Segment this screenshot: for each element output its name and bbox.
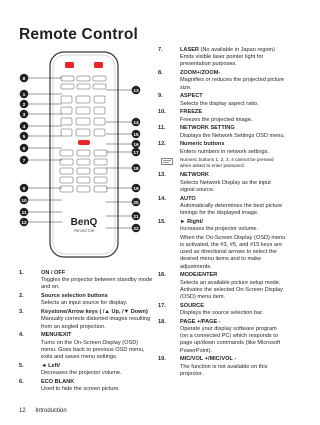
- item-number: 4.: [19, 332, 24, 339]
- page-title: Remote Control: [19, 26, 139, 43]
- remote-control-svg: [18, 50, 148, 260]
- callout-number: 22: [133, 226, 139, 232]
- item-number: 10.: [158, 109, 166, 116]
- item-description: Used to hide the screen picture.: [41, 386, 120, 393]
- list-item: [158, 196, 286, 218]
- item-description: Freezes the projected image.: [180, 116, 253, 123]
- callout-number: 14: [133, 120, 139, 126]
- note-block: [158, 157, 286, 169]
- item-description: Displays the source selection bar.: [180, 310, 264, 317]
- item-title: Numeric buttons: [180, 141, 225, 148]
- callout-number: 2: [22, 102, 26, 108]
- item-description: Selects an input source for display.: [41, 300, 128, 307]
- note-icon: [161, 158, 173, 165]
- callout-number: 7: [22, 158, 26, 164]
- item-number: 17.: [158, 302, 166, 309]
- list-item: [158, 272, 286, 301]
- list-item: [158, 109, 286, 123]
- callout-number: 18: [133, 166, 139, 172]
- item-number: 11.: [158, 125, 166, 132]
- item-number: 1.: [19, 270, 24, 276]
- item-description: Selects an available picture setup mode. Activates the selected On-Screen Display (OSD) menu item.: [180, 279, 283, 301]
- off-button-shape: [94, 62, 103, 68]
- right-function-list: [158, 47, 286, 380]
- item-description: When the On-Screen Display (OSD) menu is activated, the #3, #5, and #15 keys are used as directional arrows to select the desired menu items and to make adjustments.: [180, 234, 286, 270]
- callout-number: 1: [22, 92, 26, 98]
- item-title: MENU/EXIT: [41, 332, 72, 339]
- callout-number: 4: [22, 124, 26, 130]
- item-description: Selects the display aspect ratio.: [180, 100, 259, 107]
- list-item: [158, 93, 286, 107]
- item-title: MIC/VOL +/MIC/VOL -: [180, 356, 237, 363]
- item-number: 3.: [19, 309, 24, 316]
- left-function-list: [19, 270, 153, 395]
- list-item: [19, 379, 153, 393]
- item-title: NETWORK SETTING: [180, 125, 235, 132]
- item-title: SOURCE: [180, 302, 204, 309]
- list-item: [158, 70, 286, 92]
- item-title: NETWORK: [180, 172, 209, 179]
- item-title: ZOOM+/ZOOM-: [180, 70, 221, 77]
- callout-number: 10: [21, 198, 27, 204]
- item-title: ON / OFF: [41, 270, 66, 276]
- item-title: MODE/ENTER: [180, 272, 218, 279]
- list-item: [158, 235, 286, 271]
- item-description: Automatically determines the best picture timings for the displayed image.: [180, 202, 283, 217]
- list-item: [158, 319, 286, 355]
- item-title: FREEZE: [180, 109, 203, 116]
- item-number: 18.: [158, 318, 166, 325]
- item-title: PAGE +/PAGE -: [180, 318, 221, 325]
- callout-number: 15: [133, 132, 139, 138]
- item-title: ECO BLANK: [41, 378, 75, 385]
- list-item: [19, 363, 153, 377]
- on-button-shape: [65, 62, 74, 68]
- callout-number: 20: [133, 200, 139, 206]
- item-number: 6.: [19, 378, 24, 385]
- item-title-suffix: (No available in Japan region): [198, 47, 275, 53]
- callout-number: 13: [133, 88, 139, 94]
- item-description: Magnifies or reduces the projected picture size.: [180, 77, 285, 91]
- page-footer: [19, 408, 67, 414]
- list-item: [158, 303, 286, 317]
- item-description: Emits visible laser pointer light for presentation purposes.: [180, 54, 264, 68]
- item-description: Turns on the On-Screen Display (OSD) menu. Goes back to previous OSD menu, exits and saves menu settings.: [41, 339, 145, 361]
- list-item: [158, 172, 286, 194]
- item-description: The function is not available on this projector.: [180, 363, 268, 377]
- item-title: AUTO: [180, 195, 196, 202]
- item-number: 7.: [158, 47, 163, 53]
- item-number: 9.: [158, 93, 163, 100]
- callout-number: 21: [133, 214, 139, 220]
- item-number: 14.: [158, 195, 166, 202]
- item-description: Enters numbers in network settings.: [180, 148, 269, 155]
- remote-control-illustration: [18, 50, 148, 260]
- list-item: [158, 356, 286, 378]
- item-number: 2.: [19, 293, 24, 300]
- item-number: 16.: [158, 272, 166, 279]
- item-description: Displays the Network Settings OSD menu.: [180, 132, 286, 139]
- list-item: [19, 309, 153, 331]
- item-number: 12.: [158, 141, 166, 148]
- callout-number: 6: [22, 146, 26, 152]
- item-number: 15.: [158, 218, 166, 225]
- item-description: Selects Network Display as the input signal source.: [180, 179, 271, 193]
- brand-logo: BenQ: [70, 217, 98, 228]
- list-item: [19, 270, 153, 292]
- list-item: [158, 141, 286, 155]
- callout-number: 8: [22, 76, 26, 82]
- item-description: Increases the projector volume.: [180, 226, 259, 233]
- item-description: Decreases the projector volume.: [41, 370, 122, 377]
- brand-model: PROJECTOR: [73, 229, 95, 233]
- item-number: 19.: [158, 356, 166, 363]
- callout-number: 19: [133, 186, 139, 192]
- item-description: Toggles the projector between standby mode and on.: [41, 277, 153, 291]
- item-number: 13.: [158, 172, 166, 179]
- item-number: 5.: [19, 362, 24, 369]
- list-item: [19, 293, 153, 307]
- list-item: [158, 219, 286, 233]
- item-number: 8.: [158, 70, 163, 77]
- item-description: Operate your display software program (on a connected PC) which responds to page up/down commands (like Microsoft PowerPoint).: [180, 326, 281, 354]
- callout-number: 5: [22, 134, 26, 140]
- callout-number: 9: [22, 186, 26, 192]
- item-description: Manually corrects distorted images resulting from an angled projection.: [41, 316, 151, 330]
- item-title: LASER: [180, 47, 199, 53]
- item-title: ► Right/: [180, 218, 203, 225]
- callout-number: 17: [133, 150, 139, 156]
- note-text: Numeric buttons 1, 2, 3, 4 cannot be pressed when asked to enter password.: [180, 157, 274, 169]
- callout-number: 12: [21, 220, 27, 226]
- item-title: Keystone/Arrow keys ( /▲ Up, /▼ Down): [41, 309, 148, 316]
- callout-number: 3: [22, 112, 26, 118]
- callout-number: 11: [21, 210, 27, 216]
- section-name: Introduction: [35, 408, 67, 414]
- list-item: [158, 47, 286, 69]
- item-title: ◄ Left/: [41, 362, 60, 369]
- item-title: Source selection buttons: [41, 293, 108, 300]
- list-item: [19, 332, 153, 361]
- page-number: 12: [19, 408, 26, 414]
- list-item: [158, 125, 286, 139]
- callout-number: 16: [133, 142, 139, 148]
- item-title: ASPECT: [180, 93, 203, 100]
